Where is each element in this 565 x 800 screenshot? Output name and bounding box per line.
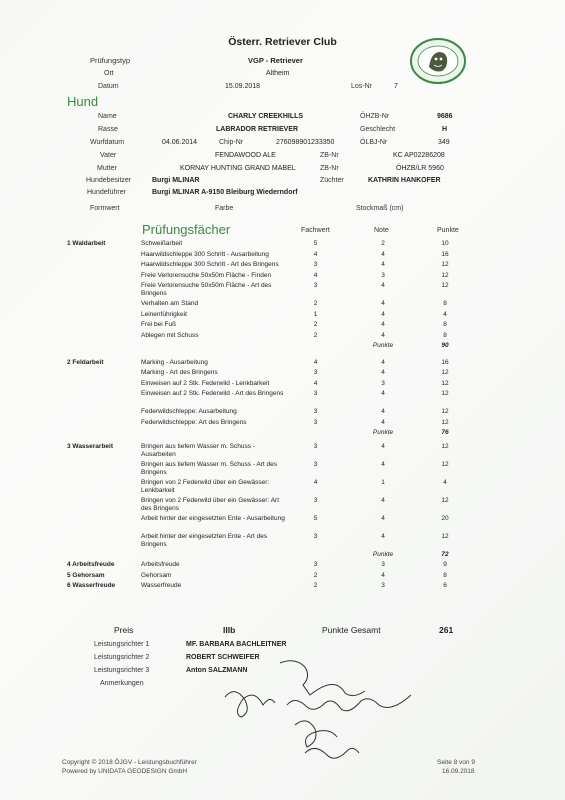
item-note: 4 [381, 358, 385, 366]
item-note: 4 [381, 390, 385, 397]
score-table [67, 240, 467, 593]
subtotal-value: 90 [441, 342, 449, 349]
stockmass-label: Stockmaß (cm) [356, 205, 404, 212]
richter3-label: Leistungsrichter 3 [94, 667, 150, 674]
table-row [67, 251, 467, 262]
category-label: 6 Wasserfreude [67, 582, 116, 589]
table-row [67, 311, 467, 322]
item-note: 2 [381, 240, 385, 247]
item-note: 4 [381, 282, 385, 289]
item-fachwert: 3 [313, 261, 318, 268]
item-name: Gehorsam [141, 571, 172, 579]
item-punkte: 8 [443, 331, 447, 339]
item-note: 3 [381, 379, 385, 387]
datum-label: Datum [98, 83, 119, 90]
item-punkte: 12 [441, 282, 449, 289]
category-label: 1 Waldarbeit [67, 240, 106, 247]
item-name: Bringen von 2 Federwild über ein Gewässer: Art des Bringens [141, 496, 280, 512]
club-title: Österr. Retriever Club [228, 36, 337, 48]
zuechter-label: Züchter [320, 177, 344, 184]
pruefungstyp-label: Prüfungstyp [90, 56, 131, 65]
item-name: Federwildschleppe: Ausarbeitung [141, 408, 237, 415]
item-name: Freie Verlorensuche 50x50m Fläche - Art des Bringens [141, 282, 272, 297]
item-fachwert: 4 [313, 379, 318, 387]
subtotal-label: Punkte [372, 550, 394, 558]
item-name: Leinenführigkeit [141, 310, 187, 318]
item-note: 4 [381, 331, 385, 339]
item-name: Verhalten am Stand [141, 300, 199, 307]
item-fachwert: 5 [313, 240, 318, 247]
wurfdatum-value: 04.06.2014 [162, 139, 198, 146]
item-fachwert: 2 [313, 571, 318, 579]
item-name: Haarwildschleppe 300 Schritt - Art des Bringens [141, 261, 279, 268]
page-number: Seite 8 von 9 [437, 759, 475, 766]
item-punkte: 4 [443, 478, 447, 486]
preis-label: Preis [114, 625, 134, 635]
item-punkte: 12 [441, 271, 449, 279]
item-name: Einweisen auf 2 Stk. Federwild - Art des Bringens [141, 390, 284, 397]
losnr-label: Los-Nr [351, 83, 373, 90]
table-row [67, 332, 467, 343]
item-punkte: 10 [441, 240, 449, 247]
table-row [67, 515, 467, 533]
signatures [215, 655, 435, 775]
table-row [67, 497, 467, 515]
item-note: 4 [381, 514, 385, 522]
chip-label: Chip-Nr [219, 139, 244, 146]
fuehrer-value: Burgi MLINAR A-9150 Bleiburg Wiederndorf [152, 189, 298, 196]
item-note: 4 [381, 571, 385, 579]
vater-label: Vater [100, 152, 117, 159]
copyright-text: Copyright © 2018 ÖJGV - Leistungsbuchführer [62, 759, 197, 766]
table-row [67, 240, 467, 251]
preis-value: IIIb [223, 625, 236, 635]
richter2-value: ROBERT SCHWEIFER [186, 654, 260, 661]
item-note: 4 [381, 250, 385, 258]
col-punkte: Punkte [437, 227, 459, 234]
table-row [67, 479, 467, 497]
item-fachwert: 3 [313, 460, 318, 468]
table-row [67, 572, 467, 583]
item-note: 4 [381, 460, 385, 468]
item-note: 4 [381, 442, 385, 450]
category-label: 4 Arbeitsfreude [67, 561, 115, 568]
farbe-label: Farbe [215, 205, 234, 212]
oelbi-label: ÖLBJ-Nr [360, 139, 388, 146]
oelbi-value: 349 [438, 139, 450, 146]
besitzer-value: Burgi MLINAR [152, 177, 200, 184]
geschlecht-label: Geschlecht [360, 126, 396, 133]
table-row [67, 282, 467, 300]
item-punkte: 12 [441, 442, 449, 450]
item-name: Federwildschleppe: Art des Bringens [141, 418, 247, 426]
richter1-value: MF. BARBARA BACHLEITNER [186, 641, 287, 648]
item-fachwert: 3 [313, 390, 318, 397]
item-fachwert: 3 [313, 496, 318, 504]
item-punkte: 9 [443, 561, 447, 568]
category-label: 3 Wasserarbeit [67, 442, 114, 450]
item-name: Marking - Art des Bringens [141, 369, 218, 376]
powered-text: Powered by UNIDATA GEODESIGN GmbH [62, 768, 188, 775]
item-note: 4 [381, 300, 385, 307]
subtotal-row [67, 342, 467, 353]
fuehrer-label: Hundeführer [87, 189, 126, 196]
table-row [67, 300, 467, 311]
item-punkte: 16 [441, 358, 449, 366]
item-fachwert: 3 [313, 418, 318, 426]
item-fachwert: 4 [313, 271, 318, 279]
category-label: 2 Feldarbeit [67, 358, 104, 366]
richter3-value: Anton SALZMANN [186, 667, 248, 674]
item-punkte: 12 [441, 379, 449, 387]
item-name: Arbeitsfreude [141, 561, 180, 568]
anmerkungen-label: Anmerkungen [100, 680, 144, 687]
wurfdatum-label: Wurfdatum [90, 139, 125, 146]
item-name: Wasserfreude [141, 582, 182, 589]
item-name: Haarwildschleppe 300 Schritt - Ausarbeitung [141, 250, 269, 258]
item-punkte: 8 [443, 571, 447, 579]
item-fachwert: 3 [313, 561, 318, 568]
rasse-label: Rasse [98, 126, 118, 133]
item-note: 4 [381, 321, 385, 328]
subtotal-row [67, 551, 467, 562]
item-punkte: 6 [443, 582, 447, 589]
vater-zb-value: KC AP02286208 [393, 152, 445, 159]
item-name: Bringen aus tiefem Wasser m. Schuss - Art des Bringens [141, 460, 277, 476]
table-row [67, 369, 467, 380]
table-row [67, 390, 467, 408]
datum-value: 15.09.2018 [225, 83, 261, 90]
gesamt-label: Punkte Gesamt [322, 625, 381, 635]
table-row [67, 443, 467, 461]
item-name: Bringen von 2 Federwild über ein Gewässer: Lenkbarkeit [141, 478, 270, 494]
item-punkte: 12 [441, 390, 449, 397]
club-logo [409, 37, 467, 85]
table-row [67, 359, 467, 370]
formwert-label: Formwert [90, 205, 120, 212]
item-fachwert: 4 [313, 358, 318, 366]
item-name: Einweisen auf 2 Stk. Federwild - Lenkbarkeit [141, 379, 270, 387]
name-label: Name [98, 113, 117, 120]
pruefungsfaecher-title: Prüfungsfächer [142, 222, 231, 237]
item-punkte: 12 [441, 532, 449, 540]
losnr-value: 7 [394, 83, 398, 90]
table-row [67, 321, 467, 332]
item-name: Arbeit hinter der eingesetzten Ente - Art des Bringens [141, 532, 268, 548]
item-punkte: 12 [441, 408, 449, 415]
item-fachwert: 1 [313, 310, 318, 318]
ort-label: Ort [104, 70, 114, 77]
mutter-zb-value: ÖHZB/LR 5960 [396, 165, 444, 172]
item-name: Bringen aus tiefem Wasser m. Schuss - Ausarbeiten [141, 442, 255, 458]
item-fachwert: 4 [313, 250, 318, 258]
rasse-value: LABRADOR RETRIEVER [216, 126, 299, 133]
item-name: Freie Verlorensuche 50x50m Fläche - Finden [141, 271, 272, 279]
item-fachwert: 2 [313, 331, 318, 339]
item-fachwert: 4 [313, 478, 318, 486]
table-row [67, 261, 467, 272]
vater-value: FENDAWOOD ALE [215, 152, 276, 159]
item-note: 4 [381, 418, 385, 426]
item-note: 3 [381, 582, 385, 589]
item-name: Marking - Ausarbeitung [141, 358, 208, 366]
item-punkte: 12 [441, 418, 449, 426]
table-row [67, 582, 467, 593]
chip-value: 276098901233350 [276, 139, 335, 146]
oehzb-value: 9686 [437, 113, 453, 120]
col-note: Note [374, 227, 389, 234]
item-fachwert: 2 [313, 300, 318, 307]
item-fachwert: 3 [313, 369, 318, 376]
hund-section-title: Hund [67, 94, 99, 109]
item-fachwert: 3 [313, 532, 318, 540]
item-note: 3 [381, 271, 385, 279]
mutter-zb-label: ZB-Nr [320, 165, 339, 172]
table-row [67, 380, 467, 391]
item-note: 4 [381, 369, 385, 376]
mutter-label: Mutter [97, 165, 117, 172]
item-punkte: 16 [441, 250, 449, 258]
item-note: 4 [381, 261, 385, 268]
table-row [67, 533, 467, 551]
col-fachwert: Fachwert [301, 227, 330, 234]
table-row [67, 561, 467, 572]
item-punkte: 20 [441, 514, 449, 522]
item-fachwert: 3 [313, 282, 318, 289]
subtotal-label: Punkte [372, 429, 394, 436]
vater-zb-label: ZB-Nr [320, 152, 339, 159]
item-punkte: 8 [443, 300, 447, 307]
richter2-label: Leistungsrichter 2 [94, 654, 150, 661]
item-fachwert: 2 [313, 321, 318, 328]
item-punkte: 12 [441, 460, 449, 468]
item-note: 3 [381, 561, 385, 568]
geschlecht-value: H [442, 126, 448, 133]
item-fachwert: 3 [313, 408, 318, 415]
item-punkte: 12 [441, 261, 449, 268]
besitzer-label: Hundebesitzer [86, 177, 132, 184]
subtotal-value: 72 [441, 550, 449, 558]
subtotal-row [67, 429, 467, 440]
item-fachwert: 5 [313, 514, 318, 522]
item-fachwert: 3 [313, 442, 318, 450]
pruefungstyp-value: VGP - Retriever [248, 56, 303, 65]
item-note: 4 [381, 532, 385, 540]
item-name: Schweißarbeit [141, 240, 183, 247]
footer-date: 16.09.2018 [442, 768, 475, 775]
gesamt-value: 261 [439, 625, 454, 635]
item-punkte: 12 [441, 496, 449, 504]
item-note: 4 [381, 408, 385, 415]
item-note: 4 [381, 496, 385, 504]
name-value: CHARLY CREEKHILLS [228, 113, 304, 120]
table-row [67, 419, 467, 430]
item-fachwert: 2 [313, 582, 318, 589]
oehzb-label: ÖHZB-Nr [360, 113, 390, 120]
item-name: Arbeit hinter der eingesetzten Ente - Ausarbeitung [141, 514, 285, 522]
item-name: Frei bei Fuß [141, 321, 177, 328]
richter1-label: Leistungsrichter 1 [94, 641, 150, 648]
item-punkte: 4 [443, 310, 447, 318]
subtotal-value: 76 [441, 429, 449, 436]
table-row [67, 461, 467, 479]
item-punkte: 8 [443, 321, 447, 328]
table-row [67, 408, 467, 419]
category-label: 5 Gehorsam [67, 571, 105, 579]
mutter-value: KORNAY HUNTING GRAND MABEL [180, 165, 296, 172]
item-note: 4 [381, 310, 385, 318]
item-name: Ablegen mit Schuss [141, 331, 199, 339]
item-punkte: 12 [441, 369, 449, 376]
item-note: 1 [381, 478, 385, 486]
subtotal-label: Punkte [372, 342, 394, 349]
table-row [67, 272, 467, 283]
ort-value: Altheim [266, 70, 290, 77]
zuechter-value: KATHRIN HANKOFER [368, 177, 441, 184]
